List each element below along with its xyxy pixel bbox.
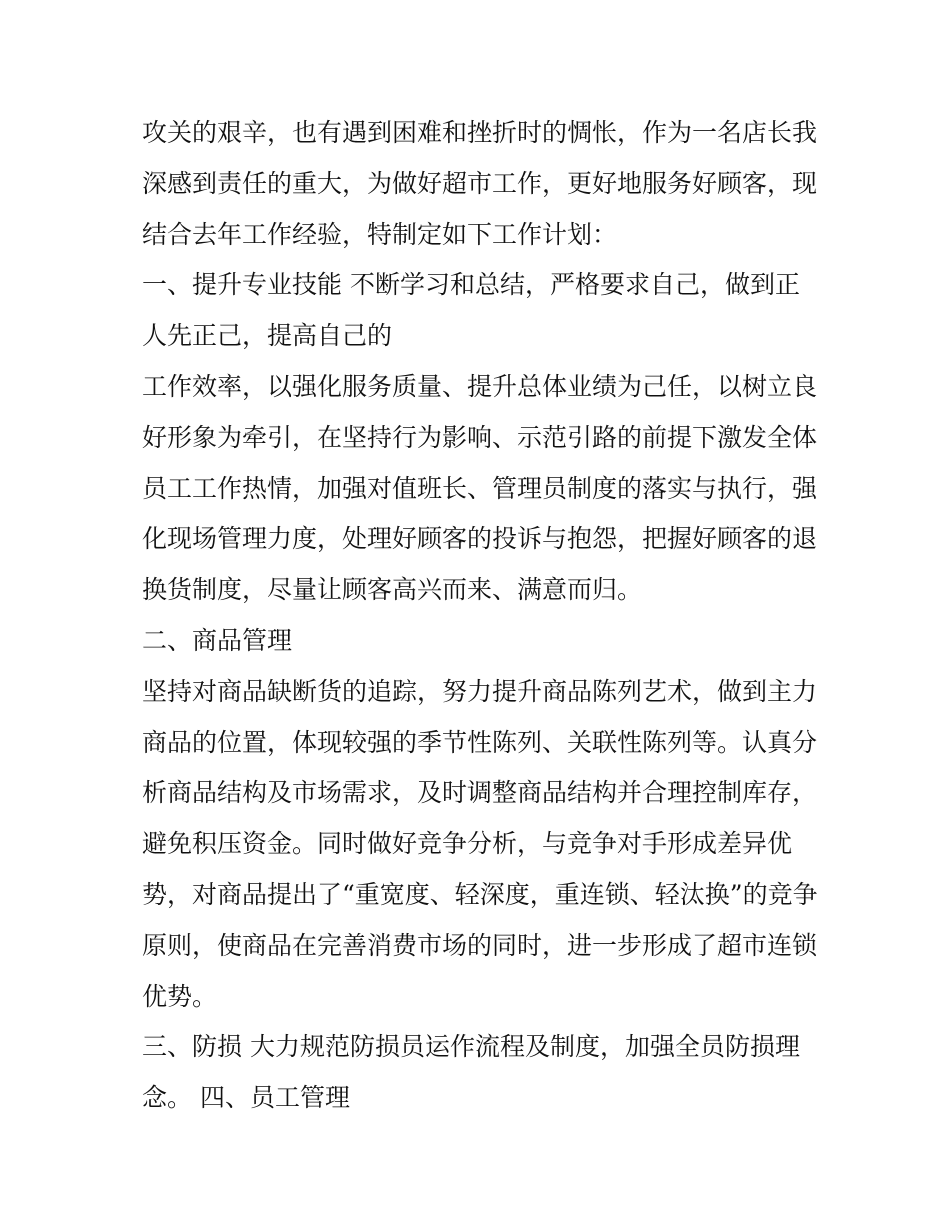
- text-line: 优势。: [142, 981, 218, 1011]
- document-body: [142, 108, 822, 1124]
- text-line: 坚持对商品缺断货的追踪，努力提升商品陈列艺术，做到主力: [142, 676, 818, 706]
- text-line: 深感到责任的重大，为做好超市工作，更好地服务好顾客，现: [142, 168, 818, 198]
- text-line: 工作效率，以强化服务质量、提升总体业绩为己任，以树立良: [142, 371, 818, 401]
- section-heading-1: 一、提升专业技能 不断学习和总结，严格要求自己，做到正: [142, 270, 800, 300]
- text-line: 析商品结构及市场需求，及时调整商品结构并合理控制库存，: [142, 778, 818, 808]
- text-line: 避免积压资金。同时做好竞争分析，与竞争对手形成差异优: [142, 829, 793, 859]
- section-heading-2: 二、商品管理: [142, 625, 293, 655]
- section-heading-4: 念。 四、员工管理: [142, 1083, 350, 1113]
- text-line: 好形象为牵引，在坚持行为影响、示范引路的前提下激发全体: [142, 422, 818, 452]
- text-line: 换货制度，尽量让顾客高兴而来、满意而归。: [142, 575, 643, 605]
- text-line: 攻关的艰辛，也有遇到困难和挫折时的惆怅，作为一名店长我: [142, 118, 818, 147]
- section-heading-3: 三、防损 大力规范防损员运作流程及制度，加强全员防损理: [142, 1032, 800, 1062]
- text-line: 势，对商品提出了“重宽度、轻深度，重连锁、轻汰换”的竞争: [142, 879, 818, 909]
- text-line: 原则，使商品在完善消费市场的同时，进一步形成了超市连锁: [142, 930, 818, 960]
- text-line: 结合去年工作经验，特制定如下工作计划：: [142, 219, 618, 249]
- text-line: 商品的位置，体现较强的季节性陈列、关联性陈列等。认真分: [142, 727, 818, 757]
- text-line: 化现场管理力度，处理好顾客的投诉与抱怨，把握好顾客的退: [142, 524, 818, 554]
- text-line: 员工工作热情，加强对值班长、管理员制度的落实与执行，强: [142, 473, 818, 503]
- text-line: 人先正己，提高自己的: [142, 321, 393, 351]
